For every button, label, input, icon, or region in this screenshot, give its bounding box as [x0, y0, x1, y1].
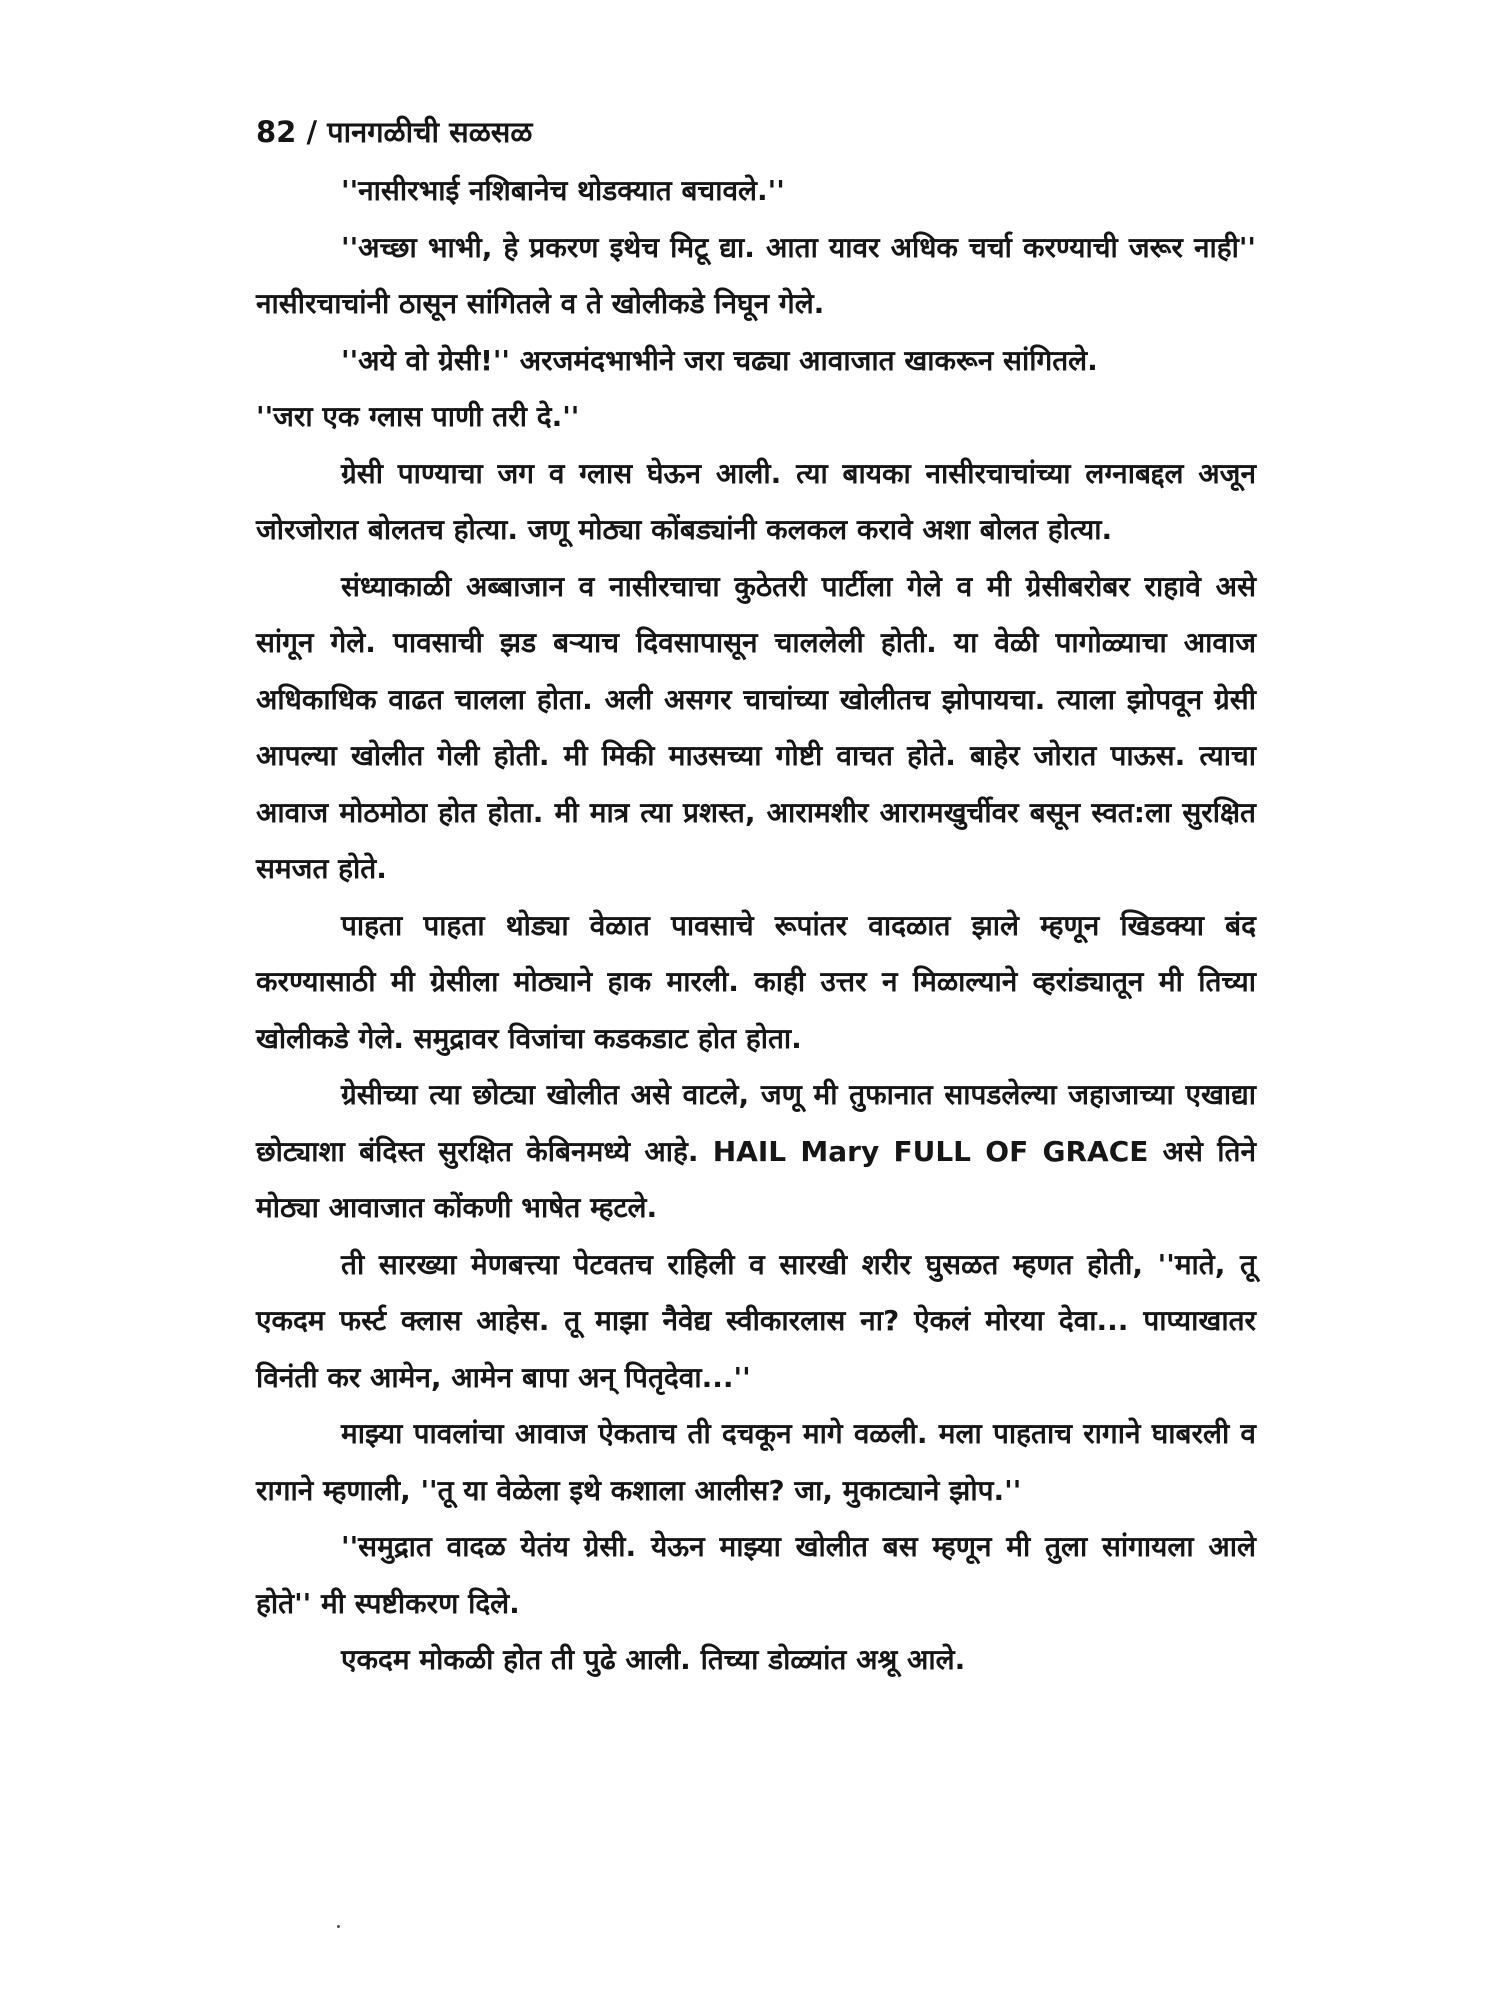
- page-header: 82 / पानगळीची सळसळ: [256, 115, 533, 149]
- scan-speck: [337, 1925, 340, 1928]
- paragraph: ती सारख्या मेणबत्त्या पेटवतच राहिली व सारखी शरीर घुसळत म्हणत होती, ''माते, तू एकदम फर्स्ट क्लास आहेस. तू माझा नैवेद्य स्वीकारलास ना? ऐकलं मोरया देवा... पाप्याखातर विनंती कर आमेन, आमेन बापा अन् पितृदेवा...'': [256, 1247, 1256, 1394]
- paragraph: ''जरा एक ग्लास पाणी तरी दे.'': [256, 400, 580, 433]
- paragraph: ''नासीरभाई नशिबानेच थोडक्यात बचावले.'': [341, 174, 785, 207]
- paragraph: ''अच्छा भाभी, हे प्रकरण इथेच मिटू द्या. आता यावर अधिक चर्चा करण्याची जरूर नाही'' नासीरचाचांनी ठासून सांगितले व ते खोलीकडे निघून गेले.: [256, 230, 1256, 320]
- paragraph: ग्रेसी पाण्याचा जग व ग्लास घेऊन आली. त्या बायका नासीरचाचांच्या लग्नाबद्दल अजून जोरजोरात बोलतच होत्या. जणू मोठ्या कोंबड्यांनी कलकल करावे अशा बोलत होत्या.: [256, 456, 1256, 546]
- paragraph: ग्रेसीच्या त्या छोट्या खोलीत असे वाटले, जणू मी तुफानात सापडलेल्या जहाजाच्या एखाद्या छोट्याशा बंदिस्त सुरक्षित केबिनमध्ये आहे. HAIL Mary FULL OF GRACE असे तिने मोठ्या आवाजात कोंकणी भाषेत म्हटले.: [256, 1078, 1256, 1224]
- body-text: [256, 163, 1256, 1689]
- paragraph: एकदम मोकळी होत ती पुढे आली. तिच्या डोळ्यांत अश्रू आले.: [341, 1643, 966, 1676]
- paragraph: ''समुद्रात वादळ येतंय ग्रेसी. येऊन माझ्या खोलीत बस म्हणून मी तुला सांगायला आले होते'' मी स्पष्टीकरण दिले.: [256, 1530, 1256, 1620]
- paragraph: संध्याकाळी अब्बाजान व नासीरचाचा कुठेतरी पार्टीला गेले व मी ग्रेसीबरोबर राहावे असे सांगून गेले. पावसाची झड बऱ्याच दिवसापासून चाललेली होती. या वेळी पागोळ्याचा आवाज अधिकाधिक वाढत चालला होता. अली असगर चाचांच्या खोलीतच झोपायचा. त्याला झोपवून ग्रेसी आपल्या खोलीत गेली होती. मी मिकी माउसच्या गोष्टी वाचत होते. बाहेर जोरात पाऊस. त्याचा आवाज मोठमोठा होत होता. मी मात्र त्या प्रशस्त, आरामशीर आरामखुर्चीवर बसून स्वत:ला सुरक्षित समजत होते.: [256, 569, 1256, 885]
- paragraph: ''अये वो ग्रेसी!'' अरजमंदभाभीने जरा चढ्या आवाजात खाकरून सांगितले.: [341, 343, 1098, 377]
- paragraph: माझ्या पावलांचा आवाज ऐकताच ती दचकून मागे वळली. मला पाहताच रागाने घाबरली व रागाने म्हणाली, ''तू या वेळेला इथे कशाला आलीस? जा, मुकाट्याने झोप.'': [256, 1417, 1256, 1507]
- paragraph: पाहता पाहता थोड्या वेळात पावसाचे रूपांतर वादळात झाले म्हणून खिडक्या बंद करण्यासाठी मी ग्रेसीला मोठ्याने हाक मारली. काही उत्तर न मिळाल्याने व्हरांड्यातून मी तिच्या खोलीकडे गेले. समुद्रावर विजांचा कडकडाट होत होता.: [256, 908, 1256, 1055]
